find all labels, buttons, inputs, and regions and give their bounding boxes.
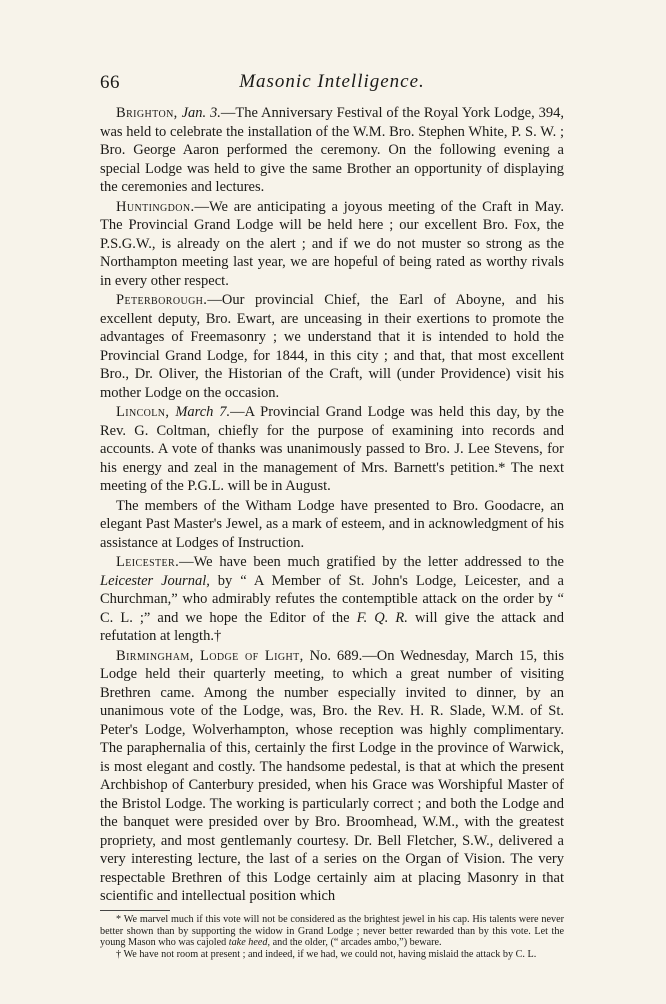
running-title: Masonic Intelligence.	[239, 71, 425, 92]
paragraph-text: by “ A Member of St. John's Lodge, Leicester, and a Churchman,” who admirably refutes the contemptible attack on the order by “ C. L. ;” and we hope the Editor of the	[100, 572, 564, 626]
page-number: 66	[100, 72, 120, 93]
paragraph-text: —We have been much gratified by the letter addressed to the	[179, 554, 564, 570]
footnote-2: † We have not room at present ; and indeed, if we had, we could not, having mislaid the attack by C. L.	[116, 948, 537, 960]
footnote-text: and the older, (“ arcades ambo,”) beware.	[270, 937, 442, 949]
date-label: March 7.	[175, 404, 231, 420]
paragraph-text: —Our provincial Chief, the Earl of Aboyne, and his excellent deputy, Bro. Ewart, are unceasing in their exertions to promote the advantages of Freemasonry ; we understand that it is intended to hold the Provincial Grand Lodge, for 1844, in this city ; and that, that most excellent Bro., Dr. Oliver, the Historian of the Craft, will (under Providence) visit his mother Lodge on the occasion.	[100, 292, 564, 401]
paragraph-text: —The Anniversary Festival of the Royal York Lodge, 394, was held to celebrate the installation of the W.M. Bro. Stephen White, P. S. W. ; Bro. George Aaron performed the ceremony. On the following evening a special Lodge was held to give the same Brother an opportunity of displaying the ceremonies and lectures.	[100, 105, 564, 195]
footnote-emphasis: take heed,	[228, 937, 271, 949]
paragraph-brighton	[100, 104, 564, 197]
page-header	[100, 72, 564, 96]
paragraph-huntingdon	[100, 198, 564, 291]
place-heading: Birmingham, Lodge of Light,	[116, 647, 304, 664]
article-body	[100, 104, 564, 907]
place-heading: Peterborough.	[116, 292, 208, 308]
paragraph-leicester	[100, 553, 564, 646]
paragraph-text: —A Provincial Grand Lodge was held this day, by the Rev. G. Coltman, chiefly for the purpose of examining into records and accounts. A vote of thanks was unanimously passed to Bro. J. Lee Stevens, for his energy and zeal in the management of Mrs. Barnett's petition.* The next meeting of the P.G.L. will be in August.	[100, 404, 564, 494]
footnote-1	[100, 914, 564, 949]
paragraph-text: will give the attack and refutation at length.†	[100, 609, 564, 644]
place-heading: Lincoln,	[116, 404, 170, 420]
paragraph-birmingham	[100, 647, 564, 906]
footnotes	[100, 914, 564, 960]
date-label: Jan. 3.	[181, 105, 221, 121]
paragraph-lincoln	[100, 403, 564, 496]
footnote-divider	[100, 910, 170, 911]
review-title: F. Q. R.	[356, 609, 408, 626]
footnote-text: * We marvel much if this vote will not be considered as the brightest jewel in his cap. His talents were never better shown than by supporting the widow in Grand Lodge ; never better rewarded than by this vote. Let the young Mason who was cajoled	[100, 914, 564, 949]
paragraph-witham-lodge	[100, 497, 564, 553]
place-heading: Brighton,	[116, 105, 178, 121]
place-heading: Huntingdon.	[116, 198, 195, 215]
paragraph-peterborough	[100, 291, 564, 402]
place-heading: Leicester.	[116, 554, 180, 570]
paragraph-text: —We are anticipating a joyous meeting of the Craft in May. The Provincial Grand Lodge will be held here ; our excellent Bro. Fox, the P.S.G.W., is already on the alert ; and if we do not muster so strong as the Northampton meeting last year, we are hopeful of being rated as worthy rivals in every other respect.	[100, 198, 564, 289]
paragraph-text: No. 689.—On Wednesday, March 15, this Lodge held their quarterly meeting, to which a great number of visiting Brethren came. Among the number especially invited to dinner, by an unanimous vote of the Lodge, was, Bro. the Rev. H. R. Slade, W.M. of St. Peter's Lodge, Wolverhampton, whose reception was highly complimentary. The paraphernalia of this, certainly the first Lodge in the province of Warwick, is most elegant and costly. The handsome pedestal, is that at which the present Archbishop of Canterbury presided, when his Grace was Worshipful Master of the Bristol Lodge. The working is particularly correct ; and both the Lodge and the banquet were presided over by Bro. Broomhead, W.M., with the greatest propriety, and most gentlemanly courtesy. Dr. Bell Fletcher, S.W., delivered a very interesting lecture, the last of a series on the Organ of Vision. The very respectable Brethren of this Lodge certainly aim at placing Masonry in that scientific and intellectual position which	[100, 647, 565, 904]
journal-title: Leicester Journal,	[100, 572, 210, 589]
paragraph-text: The members of the Witham Lodge have presented to Bro. Goodacre, an elegant Past Master's Jewel, as a mark of esteem, and in acknowledgment of his assistance at Lodges of Instruction.	[100, 497, 564, 551]
